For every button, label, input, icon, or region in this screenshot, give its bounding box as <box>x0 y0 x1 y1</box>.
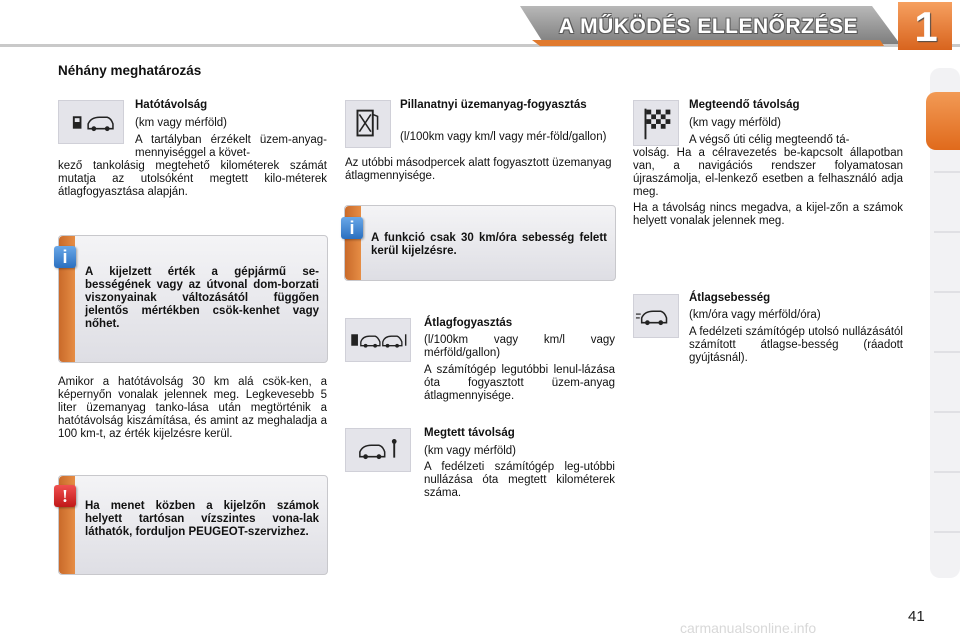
info-note-text: A kijelzett érték a gépjármű se-bességének vagy az útvonal dom-borzati viszonyainak változásától függően jelentős mértékben csök-kenhet vagy nőhet. <box>85 266 319 330</box>
speed-note-text: A funkció csak 30 km/óra sebesség felett kerül kijelzésre. <box>371 232 607 257</box>
distance-desc: A fedélzeti számítógép leg-utóbbi nullázása óta megtett kilométerek száma. <box>424 461 615 499</box>
warning-note <box>58 475 328 575</box>
avg-speed-desc: A fedélzeti számítógép utolsó nullázásától számított átlagse-besség (ráadott gyújtásnál). <box>689 326 903 364</box>
checkered-flag-icon <box>633 100 679 146</box>
distance-title: Megtett távolság <box>424 427 515 439</box>
remaining-title: Megteendő távolság <box>689 99 800 111</box>
fuel-car-icon <box>58 100 124 144</box>
info-icon: i <box>341 217 363 239</box>
warning-note-text: Ha menet közben a kijelzőn számok helyett tartósan vízszintes vona-lak láthatók, forduljon PEUGEOT-szervizhez. <box>85 500 319 538</box>
watermark: carmanualsonline.info <box>680 620 817 636</box>
range-unit: (km vagy mérföld) <box>135 117 228 129</box>
car-speed-icon <box>633 294 679 338</box>
remaining-desc-1: A végső úti célig megteendő tá- <box>689 134 850 146</box>
avg-consumption-desc: A számítógép legutóbbi lenul-lázása óta fogyasztott üzem-anyag átlagmennyisége. <box>424 364 615 402</box>
distance-unit: (km vagy mérföld) <box>424 445 517 457</box>
avg-speed-unit: (km/óra vagy mérföld/óra) <box>689 309 821 321</box>
info-icon: i <box>54 246 76 268</box>
range-desc-2: kező tankolásig megtehető kilométerek számát mutatja az utolsóként megtett kilo-méterek átlagfogyasztása alapján. <box>58 160 327 198</box>
remaining-unit: (km vagy mérföld) <box>689 117 782 129</box>
speed-note <box>344 205 616 281</box>
car-distance-icon <box>345 428 411 472</box>
avg-consumption-unit: (l/100km vagy km/l vagy mérföld/gallon) <box>424 334 615 359</box>
range-paragraph: Amikor a hatótávolság 30 km alá csök-ken, a képernyőn vonalak jelennek meg. Legkevesebb 5 liter üzemanyag tanko-lása után megtörténik a hatótávolság kiszámítása, és amint az meghaladja a 100 km-t, az érték kijelzésre kerül. <box>58 376 327 440</box>
section-title: Néhány meghatározás <box>58 63 202 78</box>
warning-icon: ! <box>54 485 76 507</box>
remaining-desc-2: volság. Ha a célravezetés be-kapcsolt állapotban van, a navigációs rendszer folyamatosan újraszámolja, el-lenkező esetben a felhasználó adja meg. <box>633 147 903 198</box>
side-tab-active[interactable] <box>926 92 960 150</box>
info-note <box>58 235 328 363</box>
instant-unit: (l/100km vagy km/l vagy mér-föld/gallon) <box>400 131 607 143</box>
avg-speed-title: Átlagsebesség <box>689 292 771 304</box>
fuel-cars-icon <box>345 318 411 362</box>
avg-consumption-title: Átlagfogyasztás <box>424 317 513 329</box>
instant-desc: Az utóbbi másodpercek alatt fogyasztott üzemanyag átlagmennyisége. <box>345 157 612 182</box>
chapter-number: 1 <box>914 3 938 50</box>
range-desc-1: A tartályban érzékelt üzem-anyag-mennyiséggel a követ- <box>135 134 327 159</box>
instant-title: Pillanatnyi üzemanyag-fogyasztás <box>400 99 587 111</box>
chapter-title: A MŰKÖDÉS ELLENŐRZÉSE <box>558 15 858 38</box>
remaining-desc-3: Ha a távolság nincs megadva, a kijel-zőn a számok helyett vonalak jelennek meg. <box>633 202 903 227</box>
page-number: 41 <box>908 608 925 625</box>
fuel-pump-icon <box>345 100 391 148</box>
range-title: Hatótávolság <box>135 99 208 111</box>
